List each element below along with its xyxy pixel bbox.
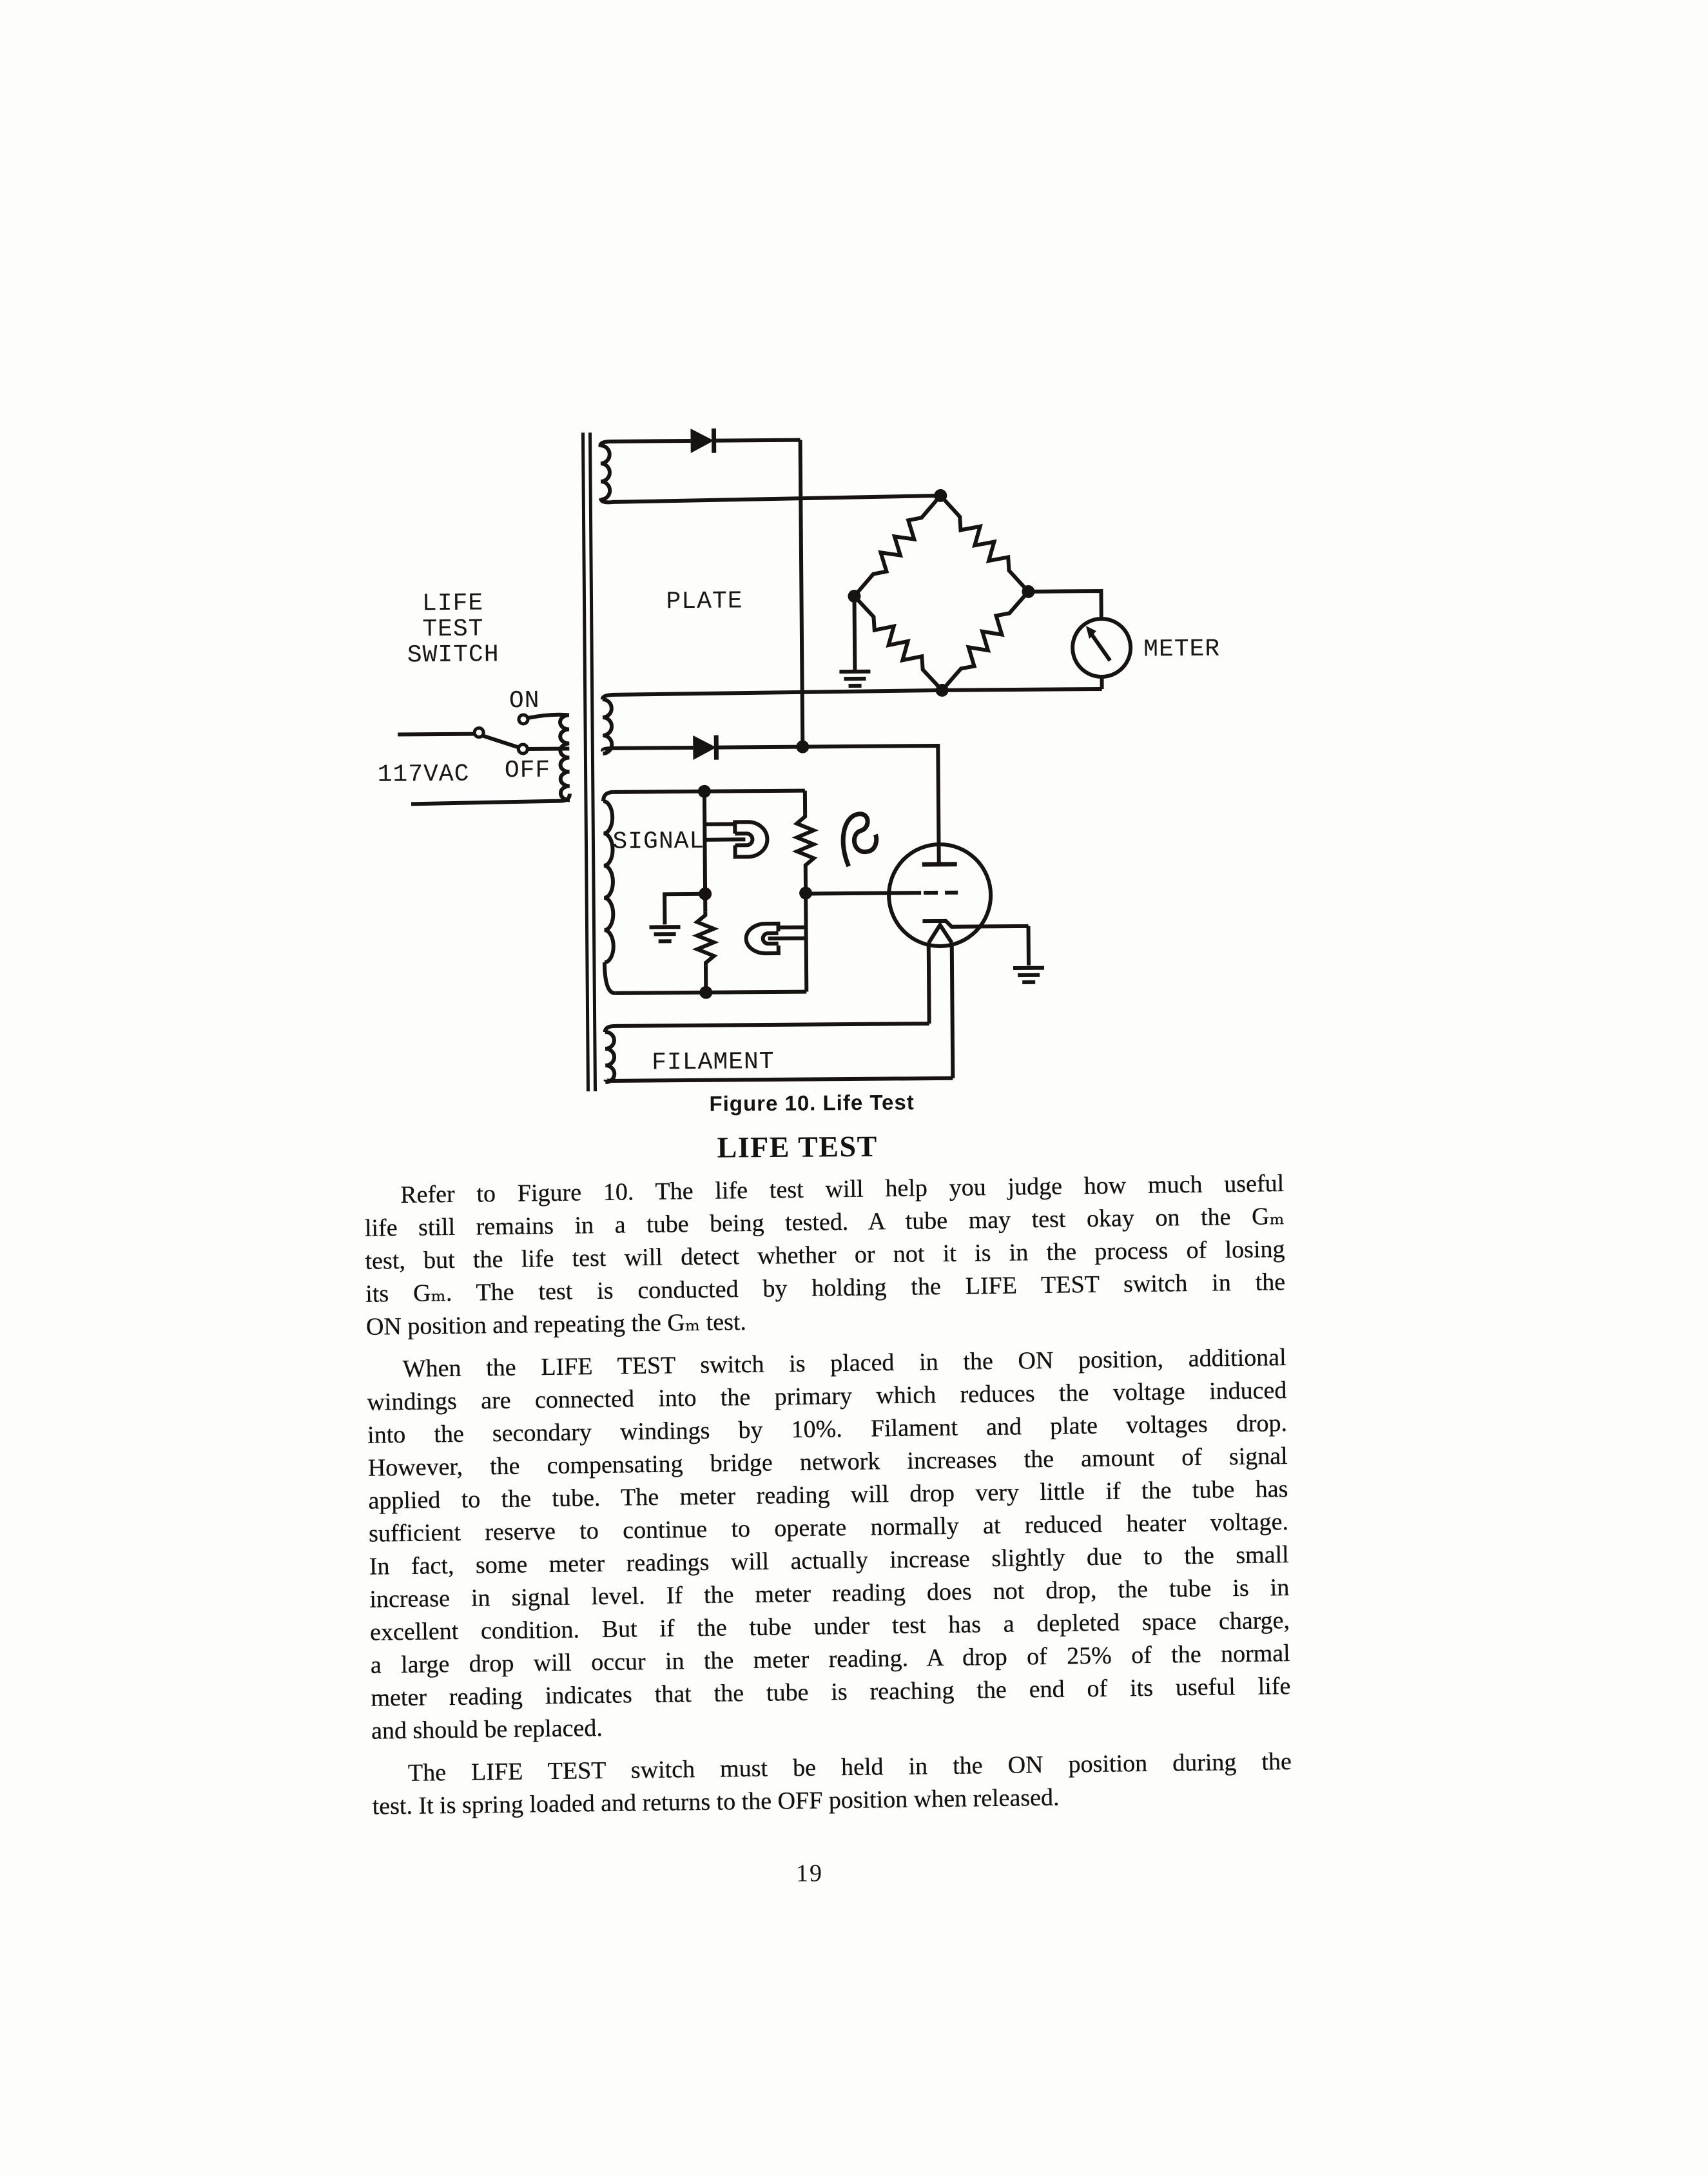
switch-label-line3: SWITCH — [407, 641, 500, 670]
page-number: 19 — [795, 1860, 824, 1887]
body-text-line: test, but the life test will detect whether or not it is in the process of losing — [365, 1236, 1285, 1275]
body-text-line: windings are connected into the primary which reduces the voltage induced — [367, 1377, 1287, 1416]
filament-label: FILAMENT — [651, 1047, 775, 1077]
body-text-line: and should be replaced. — [371, 1714, 603, 1745]
paragraph — [372, 1745, 1292, 1823]
body-text-line: In fact, some meter readings will actually increase slightly due to the small — [369, 1540, 1289, 1580]
lamp-icon — [704, 822, 767, 857]
body-text — [364, 1167, 1292, 1833]
body-text-line: its Gₘ. The test is conducted by holding the LIFE TEST switch in the — [365, 1268, 1286, 1308]
plate-label: PLATE — [666, 587, 743, 616]
body-text-line: test. It is spring loaded and returns to the OFF position when released. — [372, 1783, 1060, 1820]
source-label: 117VAC — [377, 760, 470, 789]
body-text-line: When the LIFE TEST switch is placed in the ON position, additional — [402, 1344, 1286, 1383]
body-text-line: meter reading indicates that the tube is reaching the end of its useful life — [371, 1672, 1291, 1712]
switch-on-contact — [519, 715, 528, 724]
bridge-network — [838, 489, 1036, 697]
signal-label: SIGNAL — [612, 827, 705, 856]
switch-off-contact — [518, 744, 527, 753]
life-test-switch — [398, 714, 569, 754]
filament-winding — [605, 1024, 953, 1082]
vacuum-tube — [806, 844, 1045, 1080]
body-text-line: sufficient reserve to continue to operate normally at reduced heater voltage. — [368, 1508, 1289, 1548]
figure-caption: Figure 10. Life Test — [709, 1090, 915, 1116]
transformer-core — [583, 432, 595, 1091]
lamp-icon — [746, 924, 806, 954]
meter-label: METER — [1143, 635, 1221, 664]
body-text-line: a large drop will occur in the meter reading. A drop of 25% of the normal — [370, 1639, 1290, 1679]
switch-label-line2: TEST — [422, 615, 484, 644]
ground-icon — [1013, 926, 1045, 982]
on-label: ON — [509, 686, 540, 715]
body-text-line: Refer to Figure 10. The life test will help you judge how much useful — [400, 1170, 1285, 1209]
body-text-line: ON position and repeating the Gₘ test. — [365, 1308, 747, 1341]
body-text-line: The LIFE TEST switch must be held in the ON position during the — [407, 1747, 1292, 1787]
sine-wave-icon — [843, 814, 877, 867]
body-text-line: into the secondary windings by 10%. Filament and plate voltages drop. — [367, 1410, 1288, 1449]
switch-pivot-contact — [474, 728, 483, 737]
meter — [1028, 590, 1220, 690]
rectifier-winding — [600, 439, 940, 503]
paragraph — [364, 1167, 1286, 1344]
switch-label-line1: LIFE — [422, 589, 484, 618]
body-text-line: increase in signal level. If the meter reading does not drop, the tube is in — [369, 1573, 1290, 1613]
off-label: OFF — [504, 756, 551, 785]
body-text-line: However, the compensating bridge network increases the amount of signal — [367, 1443, 1288, 1482]
body-text-line: excellent condition. But if the tube under test has a depleted space charge, — [369, 1606, 1290, 1646]
body-text-line: life still remains in a tube being tested. A tube may test okay on the Gₘ — [364, 1203, 1285, 1242]
paragraph — [366, 1341, 1291, 1748]
body-text-line: applied to the tube. The meter reading will drop very little if the tube has — [368, 1475, 1288, 1515]
plate-winding — [601, 585, 1102, 753]
section-heading: LIFE TEST — [717, 1129, 878, 1164]
